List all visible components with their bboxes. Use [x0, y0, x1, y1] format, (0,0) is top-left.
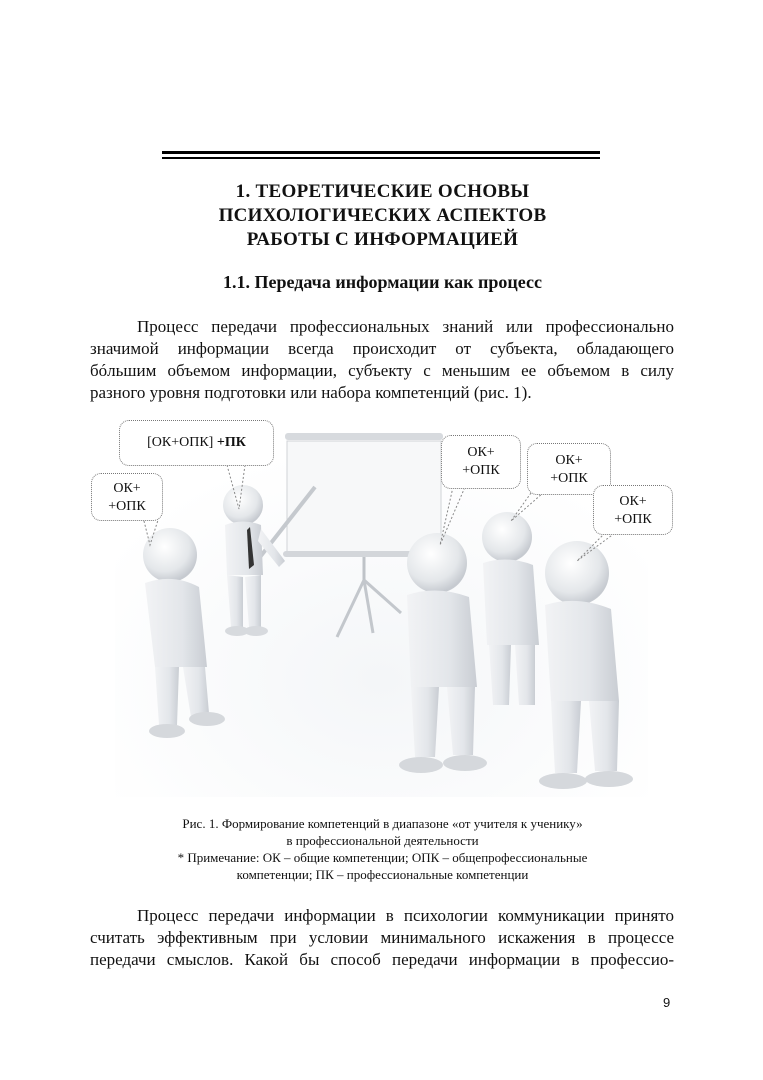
paragraph-line: значимой информации всегда происходит от субъекта, обладающего	[90, 339, 674, 358]
chapter-title-line: 1. ТЕОРЕТИЧЕСКИЕ ОСНОВЫ	[235, 181, 530, 202]
chapter-title-line: ПСИХОЛОГИЧЕСКИХ АСПЕКТОВ	[218, 205, 547, 226]
section-title: 1.1. Передача информации как процесс	[223, 272, 542, 292]
paragraph-line: разного уровня подготовки или набора компетенций (рис. 1).	[90, 383, 532, 402]
paragraph-1	[90, 316, 674, 404]
bubble-text: ОК+	[113, 481, 141, 496]
paragraph-2	[90, 905, 674, 971]
bubble-text: +ОПК	[462, 463, 500, 478]
figure-teacher-students	[108, 405, 652, 797]
figure-caption	[100, 815, 665, 883]
paragraph-line: считать эффективным при условии минимального искажения в процессе	[90, 928, 674, 947]
paragraph-line: Процесс передачи профессиональных знаний или профессионально	[137, 317, 674, 336]
speech-bubble-right	[593, 485, 673, 535]
caption-note-line: компетенции; ПК – профессиональные компетенции	[236, 867, 529, 882]
speech-bubble-left	[91, 473, 163, 521]
speech-bubble-center	[441, 435, 521, 489]
top-rule-thick	[162, 151, 600, 154]
speech-bubble-teacher	[119, 420, 274, 466]
chapter-title	[100, 180, 665, 252]
bubble-text: ОК+	[467, 445, 495, 460]
bubble-text: +ОПК	[614, 512, 652, 527]
bubble-text-bold: +ПК	[216, 435, 246, 450]
top-rule-thin	[162, 157, 600, 159]
bubble-text: ОК+	[555, 453, 583, 468]
paragraph-line: передачи смыслов. Какой бы способ передачи информации в профессио-	[90, 950, 674, 969]
bubble-text: [ОК+ОПК]	[147, 435, 217, 450]
bubble-text: ОК+	[619, 494, 647, 509]
paragraph-line: бóльшим объемом информации, субъекту с меньшим ее объемом в силу	[90, 361, 674, 380]
bubble-text: +ОПК	[550, 471, 588, 486]
bubble-text: +ОПК	[108, 499, 146, 514]
caption-note-line: * Примечание: ОК – общие компетенции; ОПК – общепрофессиональные	[177, 850, 588, 865]
paragraph-line: Процесс передачи информации в психологии коммуникации принято	[137, 906, 674, 925]
caption-line: Рис. 1. Формирование компетенций в диапазоне «от учителя к ученику»	[182, 816, 583, 831]
page-number: 9	[663, 995, 671, 1010]
caption-line: в профессиональной деятельности	[286, 833, 479, 848]
chapter-title-line: РАБОТЫ С ИНФОРМАЦИЕЙ	[246, 229, 519, 250]
